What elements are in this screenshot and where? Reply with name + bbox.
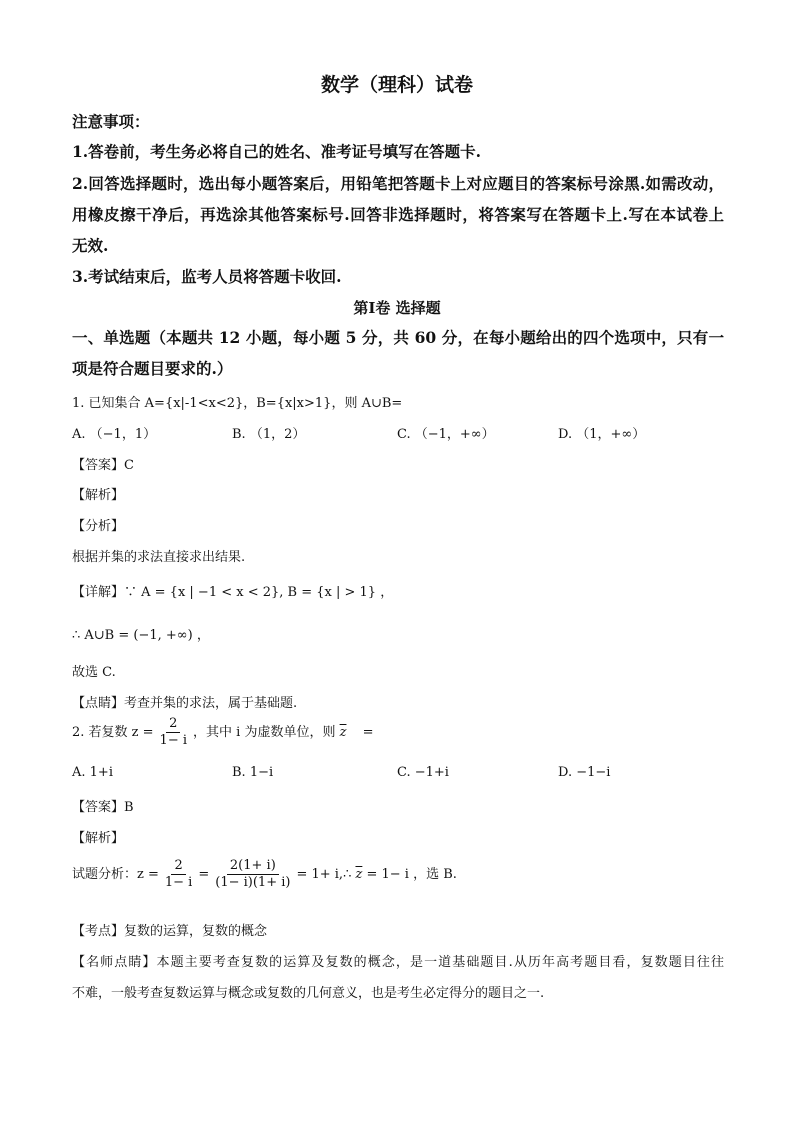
part-heading: 第Ⅰ卷 选择题 xyxy=(353,299,441,317)
section-heading-line-2: 项是符合题目要求的.） xyxy=(72,359,233,378)
q2-kaodian: 【考点】复数的运算，复数的概念 xyxy=(72,924,268,939)
q2-calc-f2-numerator: 2(1+ i) xyxy=(227,858,279,875)
q1-choose: 故选 C. xyxy=(72,665,116,680)
q2-stem-prefix: 2. 若复数 z = xyxy=(72,725,154,740)
q2-calc-f1-numerator: 2 xyxy=(171,858,185,875)
q2-calc-prefix: 试题分析：z = xyxy=(72,867,159,882)
notice-item-2-line-3: 无效. xyxy=(72,236,109,255)
q2-frac-denominator: 1− i xyxy=(159,733,188,748)
q2-option-c: C. −1+i xyxy=(397,765,449,780)
q2-option-d: D. −1−i xyxy=(558,765,611,780)
q2-mingshi-line-2: 不难，一般考查复数运算与概念或复数的几何意义，也是考生必定得分的题目之一. xyxy=(72,986,545,1001)
q1-option-b: B. （1，2） xyxy=(232,427,306,442)
q2-zbar: $\overline{z}$ xyxy=(339,725,347,740)
q1-stem: 1. 已知集合 A={x|-1<x<2}，B={x|x>1}，则 A∪B= xyxy=(72,396,403,411)
q1-option-a: A. （−1，1） xyxy=(72,427,157,442)
q2-option-b: B. 1−i xyxy=(232,765,274,780)
q2-mingshi-line-1: 【名师点睛】本题主要考查复数的运算及复数的概念，是一道基础题目.从历年高考题目看，复数题目往往 xyxy=(72,955,724,970)
q1-detail: 【详解】∵ A = {x | −1 < x < 2}, B = {x | > 1} ， xyxy=(72,585,394,600)
q1-answer: 【答案】C xyxy=(72,458,134,473)
q2-answer: 【答案】B xyxy=(72,800,134,815)
q2-calc-f1-denominator: 1− i xyxy=(164,875,193,890)
q2-stem-end: = xyxy=(362,725,374,740)
q2-calc-fraction-2 xyxy=(212,858,293,891)
q1-fenxi-text: 根据并集的求法直接求出结果. xyxy=(72,550,246,565)
q1-option-d: D. （1，+∞） xyxy=(558,427,646,442)
q1-fenxi-tag: 【分析】 xyxy=(72,519,125,534)
notice-item-2-line-1: 2.回答选择题时，选出每小题答案后，用铅笔把答题卡上对应题目的答案标号涂黑.如需改动， xyxy=(72,174,724,193)
q2-calc-fraction-1 xyxy=(162,858,195,891)
q2-stem xyxy=(72,716,374,749)
q2-calc-eq: = xyxy=(198,867,210,882)
q2-frac-numerator: 2 xyxy=(166,716,180,733)
q2-option-a: A. 1+i xyxy=(72,765,113,780)
q2-calc-zbar: $\overline{z}$ xyxy=(355,867,363,882)
q2-calc-tail: = 1− i ，选 B. xyxy=(366,867,457,882)
q2-calc-f2-denominator: (1− i)(1+ i) xyxy=(215,875,291,890)
notice-item-3: 3.考试结束后，监考人员将答题卡收回. xyxy=(72,267,342,286)
notice-heading: 注意事项： xyxy=(72,112,150,131)
q2-stem-suffix: ，其中 i 为虚数单位，则 xyxy=(193,725,336,740)
q2-calc-suffix: = 1+ i,∴ xyxy=(296,867,352,882)
notice-item-2-line-2: 用橡皮擦干净后，再选涂其他答案标号.回答非选择题时，将答案写在答题卡上.写在本试卷上 xyxy=(72,205,724,224)
q1-result: ∴ A∪B = (−1, +∞) ， xyxy=(72,628,210,643)
q1-dianjing: 【点睛】考查并集的求法，属于基础题. xyxy=(72,696,298,711)
q2-stem-fraction xyxy=(157,716,190,749)
page-title: 数学（理科）试卷 xyxy=(320,74,473,96)
q1-analysis-tag: 【解析】 xyxy=(72,488,125,503)
section-heading-line-1: 一、单选题（本题共 12 小题，每小题 5 分，共 60 分，在每小题给出的四个选项中，只有一 xyxy=(72,328,724,347)
q2-calculation xyxy=(72,858,457,891)
notice-item-1: 1.答卷前，考生务必将自己的姓名、准考证号填写在答题卡. xyxy=(72,142,482,161)
q2-analysis-tag: 【解析】 xyxy=(72,831,125,846)
q1-option-c: C. （−1，+∞） xyxy=(397,427,495,442)
